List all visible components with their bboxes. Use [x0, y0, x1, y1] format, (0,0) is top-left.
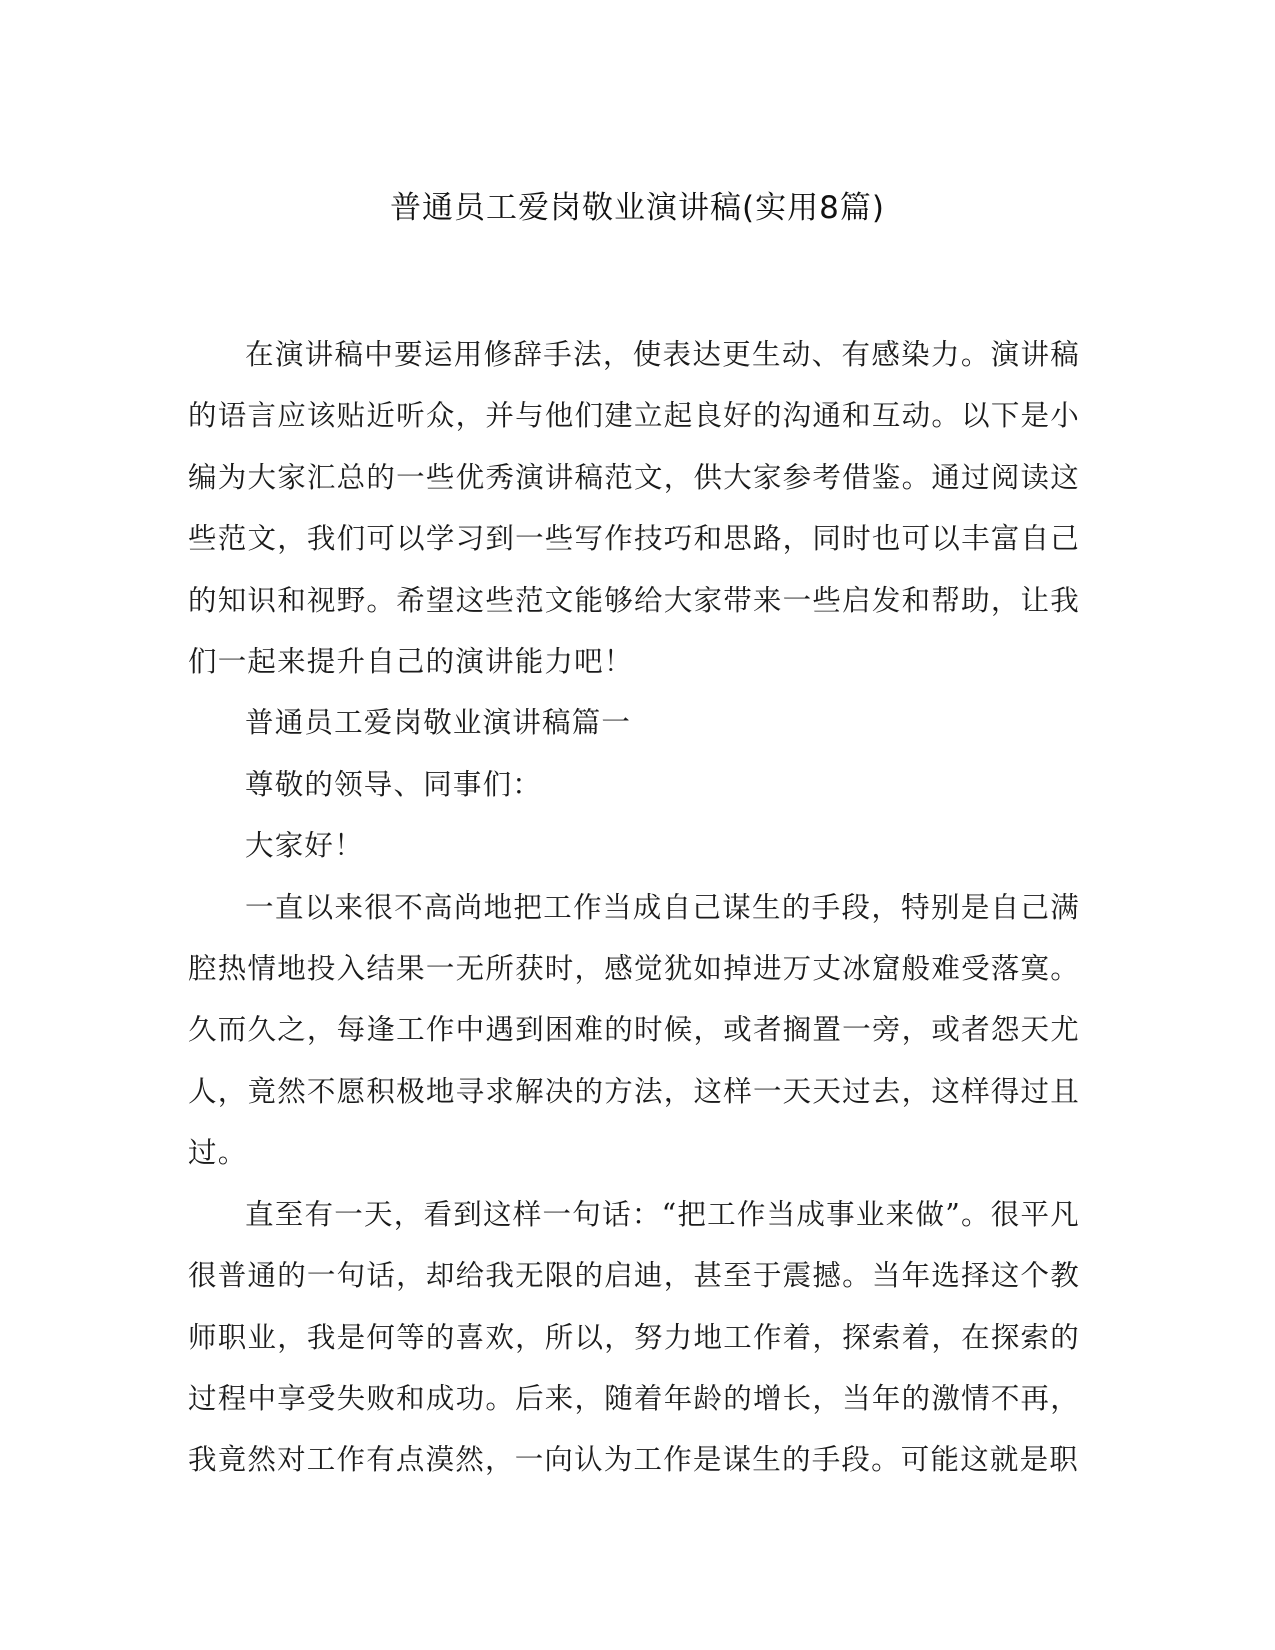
body-paragraph: 一直以来很不高尚地把工作当成自己谋生的手段，特别是自己满腔热情地投入结果一无所获时，感觉犹如掉进万丈冰窟般难受落寞。久而久之，每逢工作中遇到困难的时候，或者搁置一旁，或者怨天尤人，竟然不愿积极地寻求解决的方法，这样一天天过去，这样得过且过。 [188, 890, 1080, 1170]
document-body [188, 324, 1080, 1491]
greeting: 大家好！ [245, 829, 364, 863]
salutation: 尊敬的领导、同事们： [245, 767, 543, 801]
document-title: 普通员工爱岗敬业演讲稿(实用8篇) [390, 190, 885, 226]
intro-paragraph: 在演讲稿中要运用修辞手法，使表达更生动、有感染力。演讲稿的语言应该贴近听众，并与他们建立起良好的沟通和互动。以下是小编为大家汇总的一些优秀演讲稿范文，供大家参考借鉴。通过阅读这些范文，我们可以学习到一些写作技巧和思路，同时也可以丰富自己的知识和视野。希望这些范文能够给大家带来一些启发和帮助，让我们一起来提升自己的演讲能力吧！ [188, 338, 1080, 679]
section-heading: 普通员工爱岗敬业演讲稿篇一 [245, 706, 632, 740]
body-paragraph: 直至有一天，看到这样一句话：“把工作当成事业来做”。很平凡很普通的一句话，却给我无限的启迪，甚至于震撼。当年选择这个教师职业，我是何等的喜欢，所以，努力地工作着，探索着，在探索的过程中享受失败和成功。后来，随着年龄的增长，当年的激情不再，我竟然对工作有点漠然，一向认为工作是谋生的手段。可能这就是职 [188, 1197, 1080, 1477]
